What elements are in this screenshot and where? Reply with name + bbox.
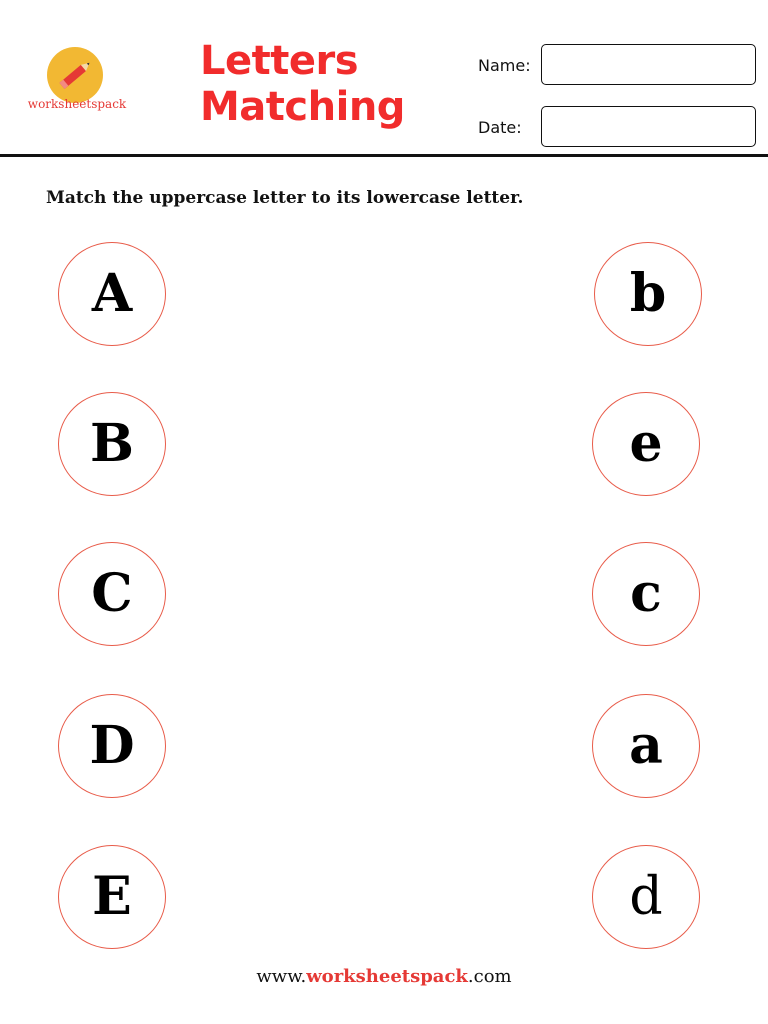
title-line-2: Matching xyxy=(200,84,405,130)
lowercase-circle-e[interactable] xyxy=(592,392,700,496)
lowercase-letter: e xyxy=(629,413,663,474)
name-field[interactable] xyxy=(541,44,756,85)
lowercase-letter: a xyxy=(629,715,663,776)
uppercase-letter: E xyxy=(92,866,132,927)
uppercase-circle-c[interactable] xyxy=(58,542,166,646)
lowercase-circle-d[interactable] xyxy=(592,845,700,949)
instruction-text: Match the uppercase letter to its lowercase letter. xyxy=(46,188,524,208)
uppercase-circle-d[interactable] xyxy=(58,694,166,798)
lowercase-circle-b[interactable] xyxy=(594,242,702,346)
uppercase-circle-a[interactable] xyxy=(58,242,166,346)
header-divider xyxy=(0,154,768,157)
pencil-logo-icon xyxy=(46,46,104,104)
footer-brand: worksheetspack xyxy=(306,966,468,987)
lowercase-circle-a[interactable] xyxy=(592,694,700,798)
lowercase-circle-c[interactable] xyxy=(592,542,700,646)
uppercase-circle-b[interactable] xyxy=(58,392,166,496)
uppercase-letter: B xyxy=(90,413,134,474)
uppercase-circle-e[interactable] xyxy=(58,845,166,949)
lowercase-letter: c xyxy=(630,563,662,624)
lowercase-letter: d xyxy=(629,867,663,927)
date-field[interactable] xyxy=(541,106,756,147)
page-title xyxy=(200,38,405,130)
name-label: Name: xyxy=(478,56,531,75)
lowercase-letter: b xyxy=(629,263,667,324)
uppercase-letter: A xyxy=(91,263,133,324)
footer-prefix: www. xyxy=(256,966,307,987)
title-line-1: Letters xyxy=(200,38,359,84)
uppercase-letter: C xyxy=(91,563,133,624)
footer-url xyxy=(0,966,768,987)
date-label: Date: xyxy=(478,118,522,137)
footer-suffix: .com xyxy=(467,966,512,987)
logo-text: worksheetspack xyxy=(27,97,127,111)
uppercase-letter: D xyxy=(89,715,135,776)
